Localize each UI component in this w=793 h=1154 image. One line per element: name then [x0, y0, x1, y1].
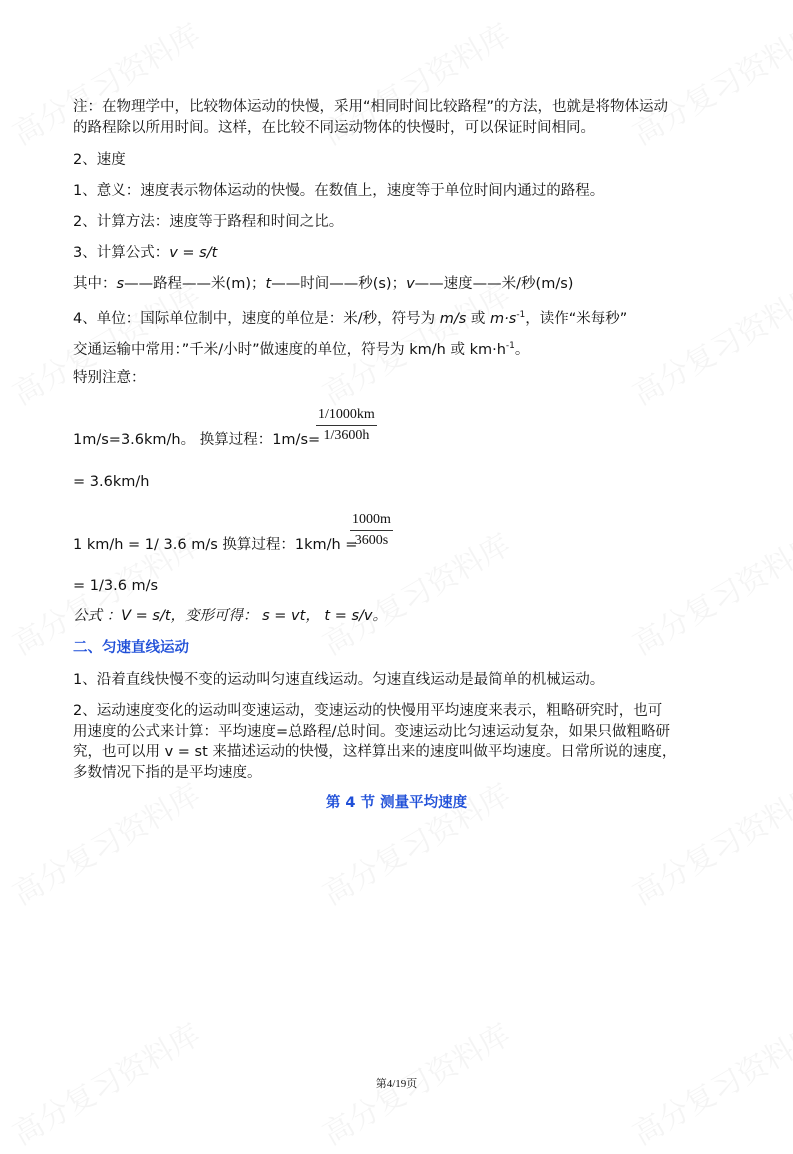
page-number: 第4/19页 [375, 1078, 418, 1090]
watermark [313, 770, 517, 913]
conversion-1-result: = 3.6km/h [73, 474, 150, 490]
watermark [623, 270, 793, 413]
conversion-1: 1m/s=3.6km/h。 换算过程：1m/s= [73, 432, 321, 448]
section-speed: 2、速度 [73, 152, 126, 168]
special-note: 特别注意： [73, 370, 146, 386]
note-line-1: 注：在物理学中，比较物体运动的快慢，采用“相同时间比较路程”的方法，也就是将物体运动 [73, 99, 669, 115]
fraction-2: $\frac{1000m}{3600s}$ [352, 512, 391, 548]
speed-unit: 4、单位：国际单位制中，速度的单位是：米/秒，符号为 m/s 或 $m\cdot s^{-1}$，读作“米每秒” [73, 310, 628, 327]
formula: v = s/t [169, 245, 218, 261]
note-line-2: 的路程除以所用时间。这样，在比较不同运动物体的快慢时，可以保证时间相同。 [73, 120, 595, 136]
traffic-unit: 交通运输中常用：”千米/小时”做速度的单位，符号为 km/h 或 $km\cdot h^{-1}$。 [73, 341, 530, 358]
formula-label: 3、计算公式： [73, 245, 170, 261]
variable-line-2: 用速度的公式来计算：平均速度=总路程/总时间。变速运动比匀速运动复杂，如果只做粗略研 [73, 724, 671, 740]
speed-meaning: 1、意义：速度表示物体运动的快慢。在数值上，速度等于单位时间内通过的路程。 [73, 183, 605, 199]
section-4-title: 第 4 节 测量平均速度 [325, 795, 468, 811]
fraction-1: $\frac{1/1000km}{1/3600h}$ [318, 407, 375, 443]
variable-line-4: 多数情况下指的是平均速度。 [73, 765, 262, 781]
uniform-motion: 1、沿着直线快慢不变的运动叫匀速直线运动。匀速直线运动是最简单的机械运动。 [73, 672, 605, 688]
watermark [3, 770, 207, 913]
watermark [623, 770, 793, 913]
conversion-2-result: = 1/3.6 m/s [73, 578, 159, 594]
watermark [623, 10, 793, 153]
watermark [623, 520, 793, 663]
variable-line-3: 究，也可以用 v = st 来描述运动的快慢，这样算出来的速度叫做平均速度。日常所说的速度， [73, 744, 677, 760]
variable-line-1: 2、运动速度变化的运动叫变速运动，变速运动的快慢用平均速度来表示，粗略研究时，也可 [73, 703, 663, 719]
formula-variables: 其中：s——路程——米(m)；t——时间——秒(s)；v——速度——米/秒(m/s) [73, 276, 574, 292]
conversion-2: 1 km/h = 1/ 3.6 m/s 换算过程：1km/h = [73, 537, 358, 553]
speed-formula [73, 243, 217, 263]
formula-variants: 公式 ：V = s/t，变形可得： s = vt， t = s/v。 [73, 608, 388, 624]
section-heading-uniform: 二、匀速直线运动 [73, 640, 189, 656]
speed-method: 2、计算方法：速度等于路程和时间之比。 [73, 214, 344, 230]
